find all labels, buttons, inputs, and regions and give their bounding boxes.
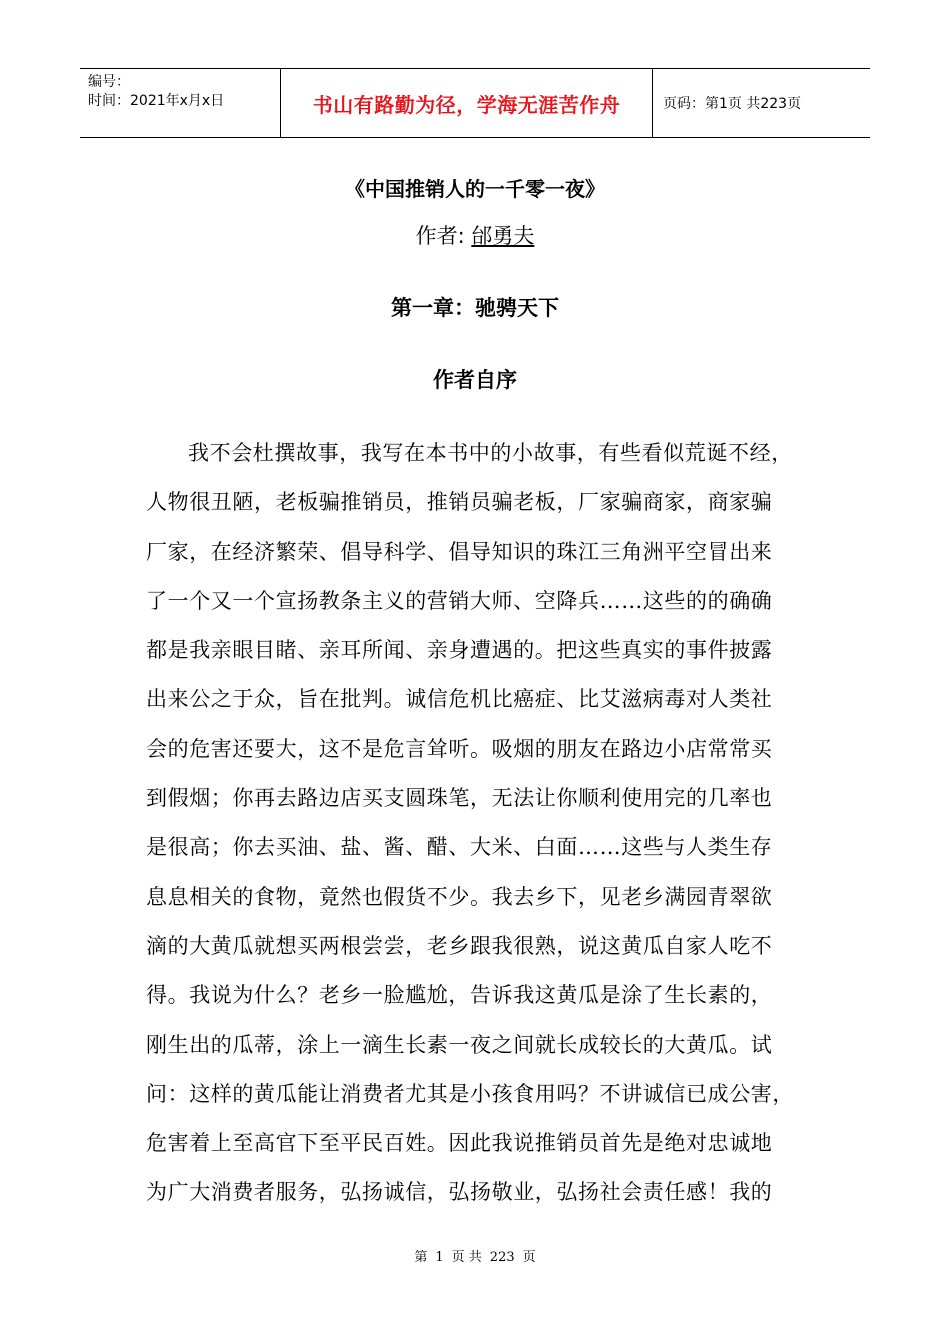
body-line: 了一个又一个宣扬教条主义的营销大师、空降兵……这些的的确确 bbox=[146, 588, 773, 613]
footer-prefix: 第 bbox=[414, 1250, 428, 1265]
author-name[interactable]: 邰勇夫 bbox=[471, 224, 535, 248]
page-footer bbox=[0, 1246, 950, 1265]
footer-page-number: 1 bbox=[435, 1250, 444, 1265]
body-line: 出来公之于众，旨在批判。诚信危机比癌症、比艾滋病毒对人类社 bbox=[146, 687, 773, 712]
number-label: 编号： bbox=[88, 74, 130, 90]
header-page-cell bbox=[653, 69, 870, 137]
body-line: 是很高；你去买油、盐、酱、醋、大米、白面……这些与人类生存 bbox=[146, 835, 773, 860]
body-line: 问：这样的黄瓜能让消费者尤其是小孩食用吗？不讲诚信已成公害， bbox=[146, 1081, 794, 1106]
body-paragraph bbox=[146, 433, 806, 1222]
header-table bbox=[80, 68, 870, 138]
book-title: 《中国推销人的一千零一夜》 bbox=[345, 177, 605, 201]
author-line bbox=[0, 220, 950, 250]
body-line: 滴的大黄瓜就想买两根尝尝，老乡跟我很熟，说这黄瓜自家人吃不 bbox=[146, 933, 773, 958]
page-info: 页码：第1页 共223页 bbox=[663, 96, 802, 112]
body-line: 息息相关的食物，竟然也假货不少。我去乡下，见老乡满园青翠欲 bbox=[146, 884, 773, 909]
body-line: 得。我说为什么？老乡一脸尴尬，告诉我这黄瓜是涂了生长素的， bbox=[146, 983, 773, 1008]
footer-total-pages: 223 bbox=[489, 1250, 515, 1265]
body-line: 会的危害还要大，这不是危言耸听。吸烟的朋友在路边小店常常买 bbox=[146, 736, 773, 761]
date-label: 时间：2021年x月x日 bbox=[88, 93, 225, 109]
footer-middle: 页 共 bbox=[451, 1250, 482, 1265]
body-line: 危害着上至高官下至平民百姓。因此我说推销员首先是绝对忠诚地 bbox=[146, 1131, 773, 1156]
motto-text: 书山有路勤为径，学海无涯苦作舟 bbox=[312, 92, 621, 117]
body-line: 都是我亲眼目睹、亲耳所闻、亲身遭遇的。把这些真实的事件披露 bbox=[146, 638, 773, 663]
preface-heading: 作者自序 bbox=[433, 368, 517, 392]
footer-suffix: 页 bbox=[522, 1250, 536, 1265]
body-line: 厂家，在经济繁荣、倡导科学、倡导知识的珠江三角洲平空冒出来 bbox=[146, 539, 773, 564]
body-line: 我不会杜撰故事，我写在本书中的小故事，有些看似荒诞不经， bbox=[188, 441, 793, 465]
chapter-heading: 第一章：驰骋天下 bbox=[391, 296, 559, 320]
body-line: 人物很丑陋，老板骗推销员，推销员骗老板，厂家骗商家，商家骗 bbox=[146, 490, 773, 515]
header-motto-cell bbox=[280, 69, 653, 137]
body-line: 到假烟；你再去路边店买支圆珠笔，无法让你顺利使用完的几率也 bbox=[146, 786, 773, 811]
header-meta-cell bbox=[80, 69, 280, 137]
body-line: 为广大消费者服务，弘扬诚信，弘扬敬业，弘扬社会责任感！我的 bbox=[146, 1180, 773, 1205]
body-line: 刚生出的瓜蒂，涂上一滴生长素一夜之间就长成较长的大黄瓜。试 bbox=[146, 1032, 773, 1057]
author-prefix: 作者: bbox=[415, 224, 472, 248]
